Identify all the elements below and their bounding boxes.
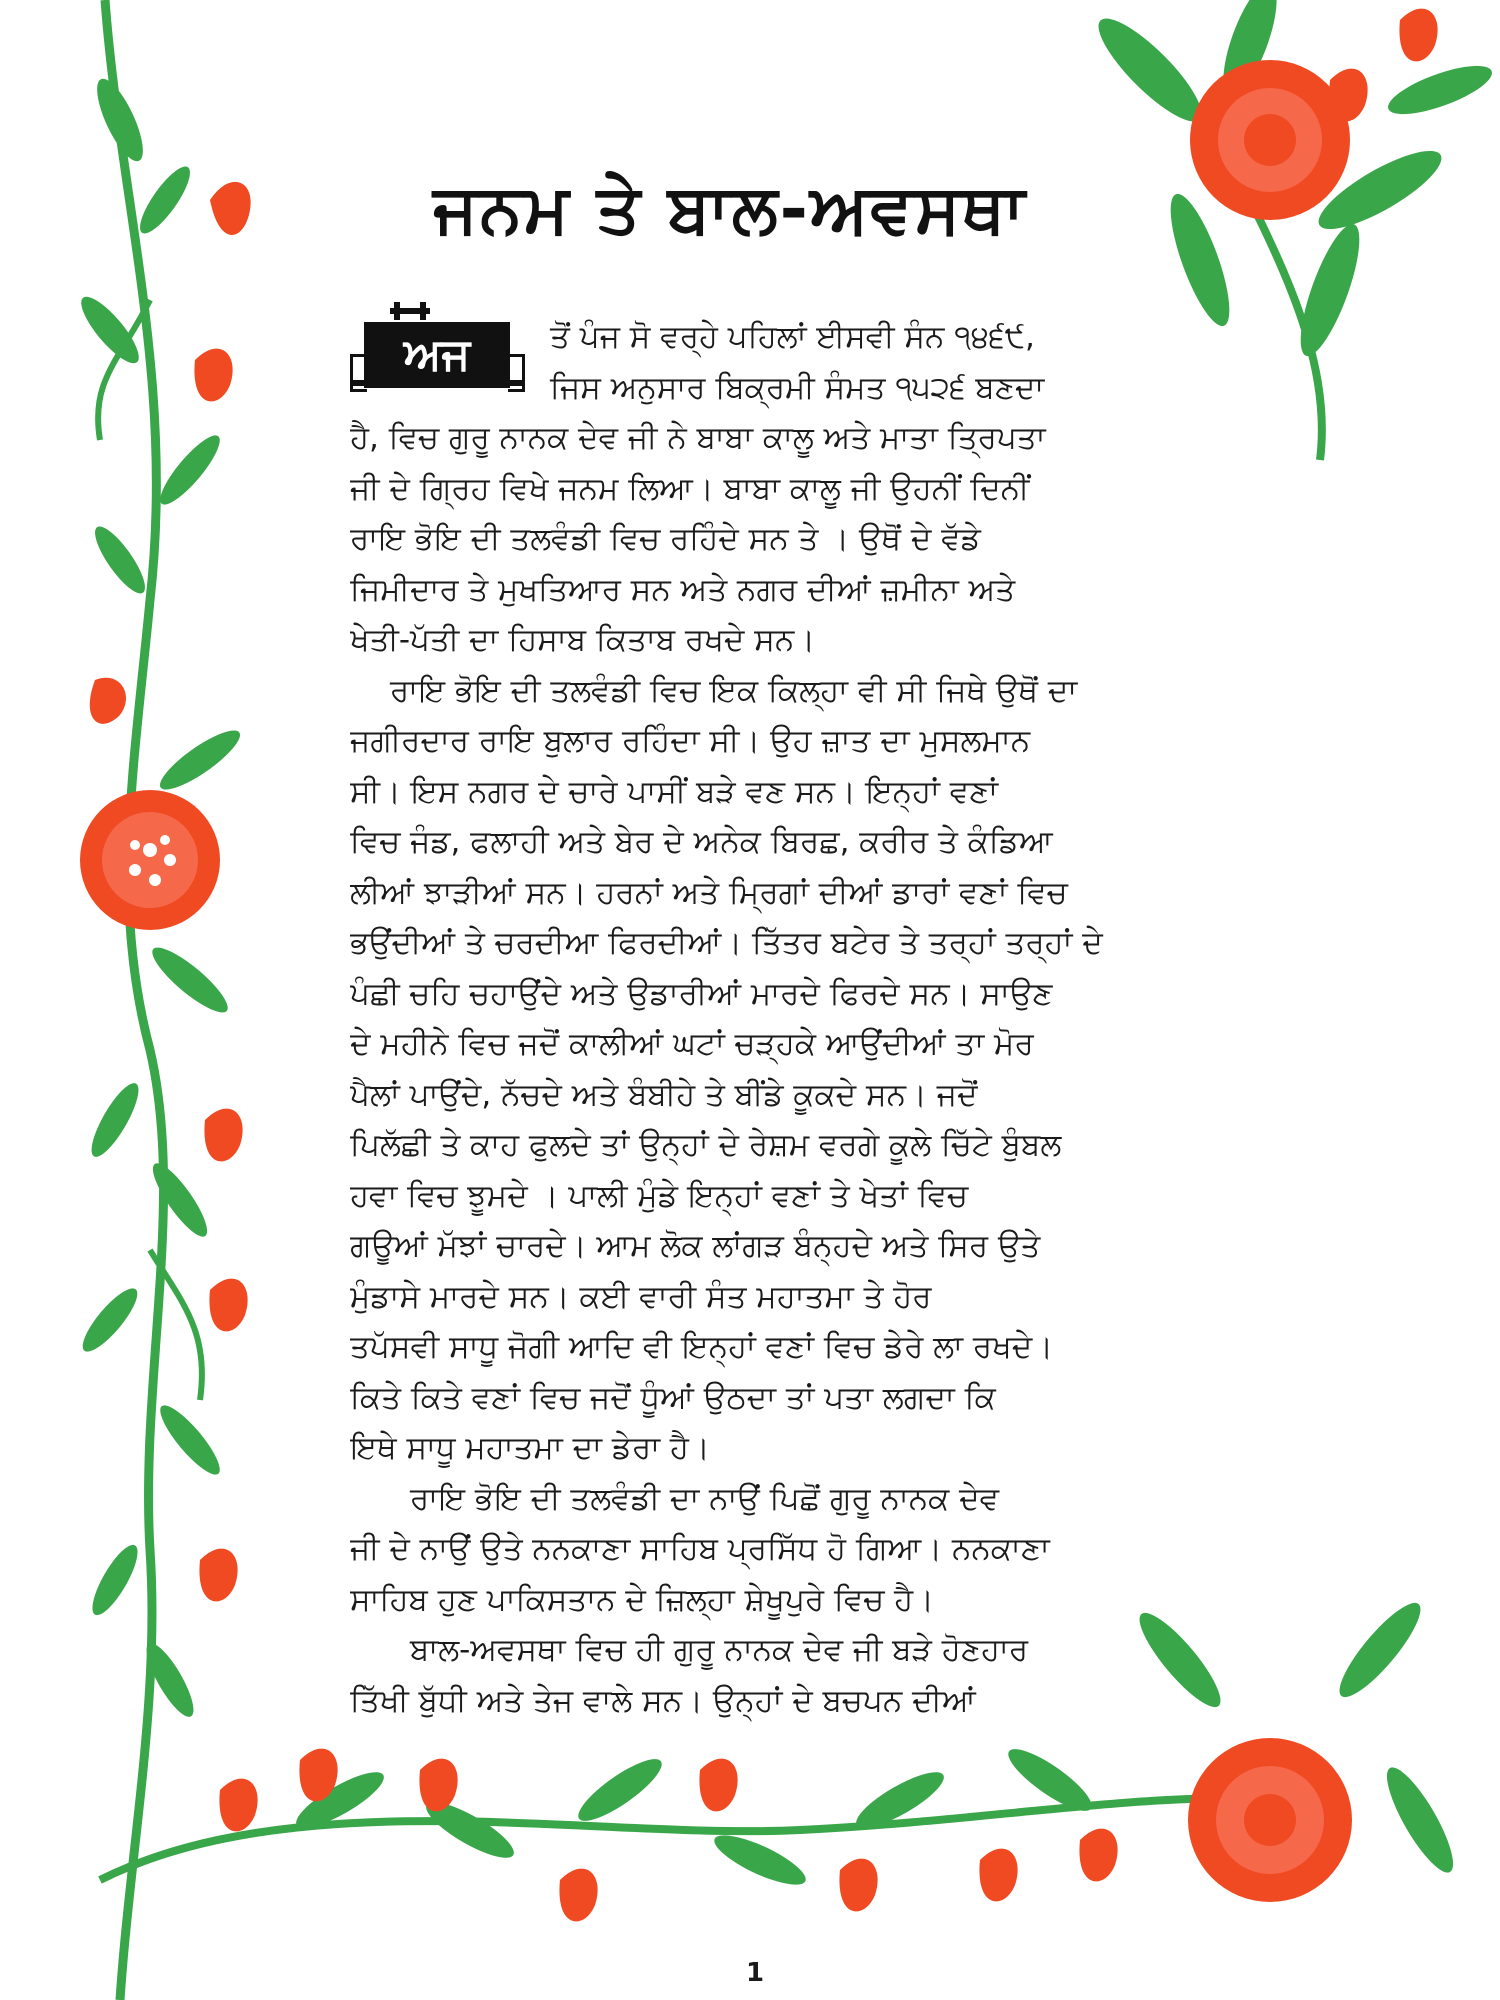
- page-number: 1: [745, 1958, 765, 1988]
- text-line: ਦੇ ਮਹੀਨੇ ਵਿਚ ਜਦੋਂ ਕਾਲੀਆਂ ਘਟਾਂ ਚੜ੍ਹਕੇ ਆਉਂਦੀਆਂ ਤਾ ਮੋਰ: [350, 1026, 1034, 1062]
- text-line: ਇਥੇ ਸਾਧੂ ਮਹਾਤਮਾ ਦਾ ਡੇਰਾ ਹੈ।: [350, 1430, 710, 1466]
- text-line: ਲੀਆਂ ਝਾੜੀਆਂ ਸਨ। ਹਰਨਾਂ ਅਤੇ ਮ੍ਰਿਗਾਂ ਦੀਆਂ ਡਾਰਾਂ ਵਣਾਂ ਵਿਚ: [350, 874, 1068, 911]
- text-line: ਜਿਸ ਅਨੁਸਾਰ ਬਿਕ੍ਰਮੀ ਸੰਮਤ ੧੫੨੬ ਬਣਦਾ: [550, 369, 1045, 406]
- text-line: ਹੈ, ਵਿਚ ਗੁਰੂ ਨਾਨਕ ਦੇਵ ਜੀ ਨੇ ਬਾਬਾ ਕਾਲੂ ਅਤੇ ਮਾਤਾ ਤ੍ਰਿਪਤਾ: [350, 420, 1046, 456]
- text-line: ਬਾਲ-ਅਵਸਥਾ ਵਿਚ ਹੀ ਗੁਰੂ ਨਾਨਕ ਦੇਵ ਜੀ ਬੜੇ ਹੋਣਹਾਰ: [410, 1632, 1029, 1668]
- text-line: ਹਵਾ ਵਿਚ ਝੂਮਦੇ । ਪਾਲੀ ਮੁੰਡੇ ਇਨ੍ਹਾਂ ਵਣਾਂ ਤੇ ਖੇਤਾਂ ਵਿਚ: [350, 1177, 969, 1214]
- text-line: ਸਾਹਿਬ ਹੁਣ ਪਾਕਿਸਤਾਨ ਦੇ ਜ਼ਿਲ੍ਹਾ ਸ਼ੇਖੂਪੁਰੇ ਵਿਚ ਹੈ।: [350, 1581, 935, 1618]
- text-line: ਮੁੰਡਾਸੇ ਮਾਰਦੇ ਸਨ। ਕਈ ਵਾਰੀ ਸੰਤ ਮਹਾਤਮਾ ਤੇ ਹੋਰ: [350, 1278, 932, 1315]
- text-line: ਜਗੀਰਦਾਰ ਰਾਇ ਬੁਲਾਰ ਰਹਿੰਦਾ ਸੀ। ਉਹ ਜ਼ਾਤ ਦਾ ਮੁਸਲਮਾਨ: [350, 723, 1031, 759]
- bottom-right-flower-icon: [1188, 1738, 1352, 1902]
- text-line: ਤਿੱਖੀ ਬੁੱਧੀ ਅਤੇ ਤੇਜ ਵਾਲੇ ਸਨ। ਉਨ੍ਹਾਂ ਦੇ ਬਚਪਨ ਦੀਆਂ: [350, 1682, 976, 1719]
- left-flower-icon: [80, 790, 220, 930]
- text-line: ਤੋਂ ਪੰਜ ਸੋ ਵਰ੍ਹੇ ਪਹਿਲਾਂ ਈਸਵੀ ਸੰਨ ੧੪੬੯,: [550, 319, 1035, 355]
- text-line: ਖੇਤੀ-ਪੱਤੀ ਦਾ ਹਿਸਾਬ ਕਿਤਾਬ ਰਖਦੇ ਸਨ।: [350, 622, 816, 658]
- text-line: ਰਾਇ ਭੋਇ ਦੀ ਤਲਵੰਡੀ ਵਿਚ ਇਕ ਕਿਲ੍ਹਾ ਵੀ ਸੀ ਜਿਥੇ ਉਥੋਂ ਦਾ: [390, 672, 1078, 709]
- text-line: ਗਊਆਂ ਮੱਝਾਂ ਚਾਰਦੇ। ਆਮ ਲੋਕ ਲਾਂਗੜ ਬੰਨ੍ਹਦੇ ਅਤੇ ਸਿਰ ਉਤੇ: [350, 1228, 1041, 1264]
- text-line: ਜਿਮੀਦਾਰ ਤੇ ਮੁਖਤਿਆਰ ਸਨ ਅਤੇ ਨਗਰ ਦੀਆਂ ਜ਼ਮੀਨਾ ਅਤੇ: [350, 571, 1016, 608]
- chapter-title: ਜਨਮ ਤੇ ਬਾਲ-ਅਵਸਥਾ: [433, 170, 1027, 249]
- text-line: ਭਉਂਦੀਆਂ ਤੇ ਚਰਦੀਆ ਫਿਰਦੀਆਂ। ਤਿੱਤਰ ਬਟੇਰ ਤੇ ਤਰ੍ਹਾਂ ਤਰ੍ਹਾਂ ਦੇ: [350, 925, 1103, 961]
- text-line: ਪੈਲਾਂ ਪਾਉਂਦੇ, ਨੱਚਦੇ ਅਤੇ ਬੰਬੀਹੇ ਤੇ ਬੀਂਡੇ ਕੂਕਦੇ ਸਨ। ਜਦੋਂ: [350, 1076, 978, 1113]
- text-line: ਜੀ ਦੇ ਗ੍ਰਿਹ ਵਿਖੇ ਜਨਮ ਲਿਆ। ਬਾਬਾ ਕਾਲੂ ਜੀ ਉਹਨੀਂ ਦਿਨੀਂ: [350, 470, 1030, 507]
- bottom-vine-icon: [100, 1798, 1300, 1880]
- text-line: ਪਿਲੱਛੀ ਤੇ ਕਾਹ ਫੁਲਦੇ ਤਾਂ ਉਨ੍ਹਾਂ ਦੇ ਰੇਸ਼ਮ ਵਰਗੇ ਕੂਲੇ ਚਿੱਟੇ ਬੁੰਬਲ: [350, 1127, 1062, 1163]
- text-line: ਜੀ ਦੇ ਨਾਉਂ ਉਤੇ ਨਨਕਾਣਾ ਸਾਹਿਬ ਪ੍ਰਸਿੱਧ ਹੋ ਗਿਆ। ਨਨਕਾਣਾ: [350, 1531, 1050, 1567]
- text-line: ਵਿਚ ਜੰਡ, ਫਲਾਹੀ ਅਤੇ ਬੇਰ ਦੇ ਅਨੇਕ ਬਿਰਛ, ਕਰੀਰ ਤੇ ਕੰਡਿਆ: [350, 824, 1053, 860]
- bottom-red-buds-icon: [219, 1749, 1117, 1922]
- text-line: ਕਿਤੇ ਕਿਤੇ ਵਣਾਂ ਵਿਚ ਜਦੋਂ ਧੂੰਆਂ ਉਠਦਾ ਤਾਂ ਪਤਾ ਲਗਦਾ ਕਿ: [350, 1379, 996, 1416]
- text-line: ਪੰਛੀ ਚਹਿ ਚਹਾਉਂਦੇ ਅਤੇ ਉਡਾਰੀਆਂ ਮਾਰਦੇ ਫਿਰਦੇ ਸਨ। ਸਾਉਣ: [350, 975, 1053, 1012]
- text-line: ਰਾਇ ਭੋਇ ਦੀ ਤਲਵੰਡੀ ਦਾ ਨਾਉਂ ਪਿਛੋਂ ਗੁਰੂ ਨਾਨਕ ਦੇਵ: [410, 1480, 1000, 1517]
- text-line: ਤਪੱਸਵੀ ਸਾਧੂ ਜੋਗੀ ਆਦਿ ਵੀ ਇਨ੍ਹਾਂ ਵਣਾਂ ਵਿਚ ਡੇਰੇ ਲਾ ਰਖਦੇ।: [350, 1329, 1054, 1365]
- text-line: ਸੀ। ਇਸ ਨਗਰ ਦੇ ਚਾਰੇ ਪਾਸੀਂ ਬੜੇ ਵਣ ਸਨ। ਇਨ੍ਹਾਂ ਵਣਾਂ: [350, 773, 999, 810]
- drop-cap-letters: ਅਜ: [364, 322, 510, 388]
- left-vine-icon: [105, 0, 164, 2000]
- body-text: [350, 312, 1120, 1726]
- text-line: ਰਾਇ ਭੋਇ ਦੀ ਤਲਵੰਡੀ ਵਿਚ ਰਹਿੰਦੇ ਸਨ ਤੇ । ਉਥੋਂ ਦੇ ਵੱਡੇ: [350, 521, 981, 557]
